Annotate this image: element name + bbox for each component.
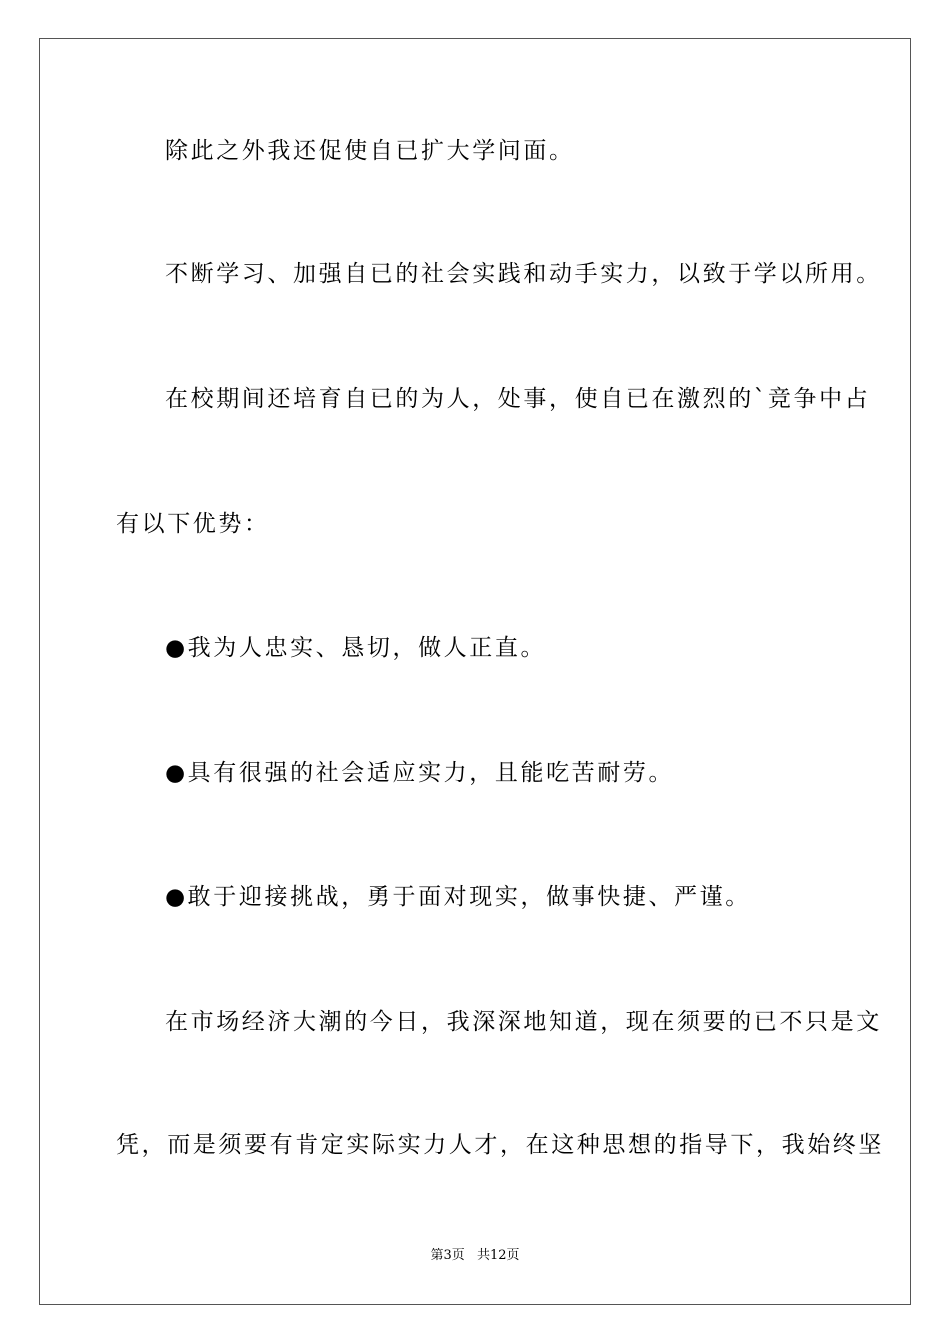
page-border [39, 38, 911, 1305]
paragraph-line: 在校期间还培育自已的为人，处事，使自已在激烈的`竞争中占 [165, 386, 871, 412]
page-footer [0, 1247, 950, 1265]
page-number: 第3页 [430, 1248, 465, 1263]
paragraph-line: 在市场经济大潮的今日，我深深地知道，现在须要的已不只是文 [165, 1009, 882, 1035]
page-total: 共12页 [476, 1248, 520, 1263]
paragraph-line: 有以下优势： [116, 511, 270, 537]
bullet-item: ●我为人忠实、恳切，做人正直。 [165, 635, 547, 661]
bullet-item: ●具有很强的社会适应实力，且能吃苦耐劳。 [165, 760, 675, 786]
paragraph-line: 除此之外我还促使自已扩大学问面。 [165, 138, 575, 164]
paragraph-line: 不断学习、加强自已的社会实践和动手实力，以致于学以所用。 [165, 261, 882, 287]
bullet-item: ●敢于迎接挑战，勇于面对现实，做事快捷、严谨。 [165, 884, 751, 910]
paragraph-line: 凭，而是须要有肯定实际实力人才，在这种思想的指导下，我始终坚 [116, 1132, 884, 1158]
